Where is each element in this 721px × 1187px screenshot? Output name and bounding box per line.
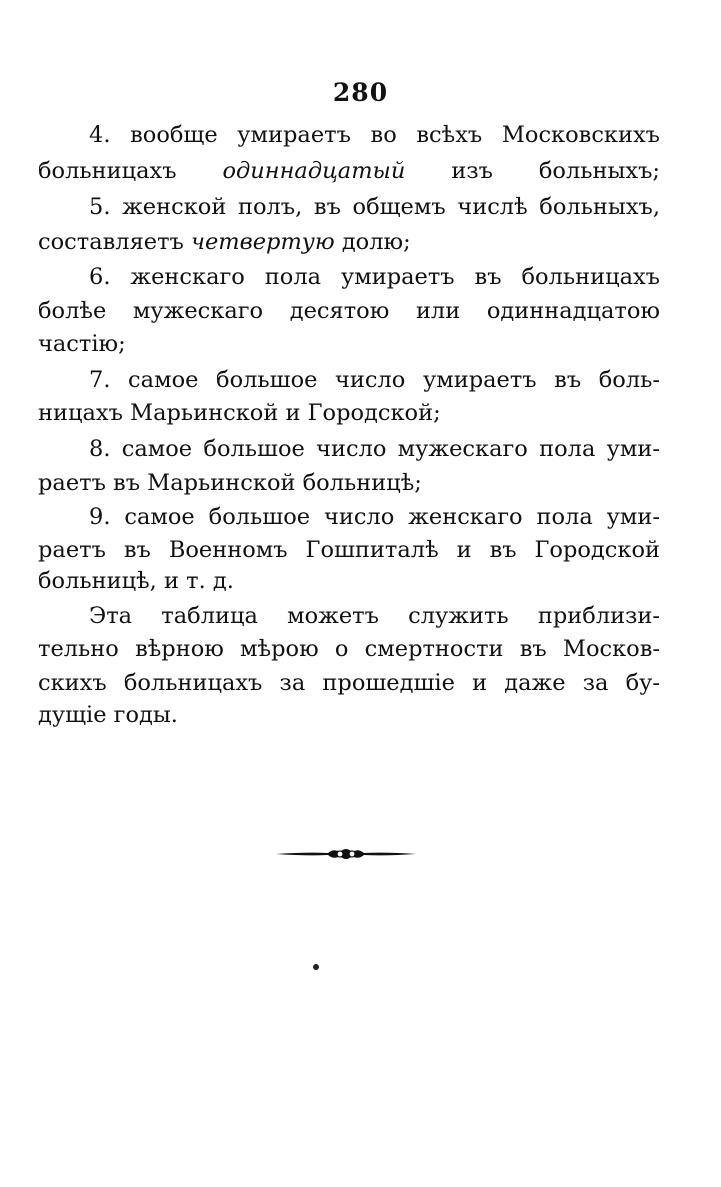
text-line: раетъ въ Военномъ Гошпиталѣ и въ Городской: [38, 537, 660, 563]
text-line: ницахъ Марьинской и Городской;: [38, 400, 441, 426]
text-line: раетъ въ Марьинской больницѣ;: [38, 470, 422, 496]
text-line: 4. вообще умираетъ во всѣхъ Московскихъ: [89, 122, 660, 148]
text-line: тельно вѣрною мѣрою о смертности въ Москов-: [38, 636, 660, 662]
text-line: 9. самое большое число женскаго пола уми-: [89, 504, 660, 530]
text-line: больницѣ, и т. д.: [38, 568, 234, 594]
ornament-divider-icon: [276, 842, 416, 866]
text-line: дущіе годы.: [38, 702, 178, 728]
text-line: 7. самое большое число умираетъ въ боль-: [89, 367, 660, 393]
text-line: 6. женскаго пола умираетъ въ больницахъ: [89, 264, 660, 290]
text-line: больницахъ одиннадцатый изъ больныхъ;: [38, 158, 661, 184]
text-line: скихъ больницахъ за прошедшіе и даже за бу-: [38, 670, 660, 696]
text-line: частію;: [38, 331, 126, 357]
text-line: 5. женской полъ, въ общемъ числѣ больныхъ,: [89, 194, 660, 220]
text-line: составляетъ четвертую долю;: [38, 229, 411, 255]
page-number: 280: [332, 78, 389, 107]
text-line: Эта таблица можетъ служить приблизи-: [89, 603, 660, 629]
text-line: болѣе мужескаго десятою или одиннадцатою: [38, 298, 660, 324]
text-line: 8. самое большое число мужескаго пола уми-: [89, 436, 660, 462]
ink-dot: [313, 964, 319, 970]
